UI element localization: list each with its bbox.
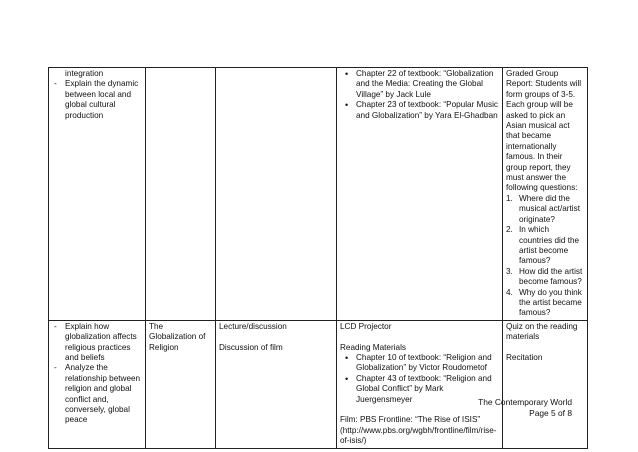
assessment-intro: Graded Group Report: Students will form groups of 3-5. Each group will be asked to pick an Asian musical act that became internationally famous. In their group report, they must answer the following questions: xyxy=(506,69,582,193)
syllabus-table xyxy=(48,67,588,449)
page-footer xyxy=(478,397,572,419)
reading-item: • Chapter 22 of textbook: “Globalization and the Media: Creating the Global Village” by Jack Lule xyxy=(340,69,499,100)
table-row xyxy=(49,68,588,321)
assessment-cell xyxy=(503,320,588,448)
activity-cell xyxy=(216,68,337,321)
table-row xyxy=(49,320,588,448)
reading-item: • Chapter 10 of textbook: “Religion and Globalization” by Victor Roudometof xyxy=(340,353,499,374)
activity-cell xyxy=(216,320,337,448)
course-title: The Contemporary World xyxy=(478,397,572,407)
reading-item: • Chapter 43 of textbook: “Religion and Global Conflict” by Mark Juergensmeyer xyxy=(340,374,499,405)
objective-item: - Analyze the relationship between religion and global conflict and, conversely, global peace xyxy=(52,363,142,425)
activity-item: Lecture/discussion xyxy=(219,321,287,331)
activity-item: Discussion of film xyxy=(219,342,283,352)
question-item: 3. How did the artist become famous? xyxy=(506,266,583,287)
page-number: Page 5 of 8 xyxy=(529,407,572,418)
materials-cell xyxy=(337,320,503,448)
objectives-cell xyxy=(49,68,146,321)
question-item: 2. In which countries did the artist become famous? xyxy=(506,225,580,266)
topic-cell: The Globalization of Religion xyxy=(146,320,216,448)
objective-item: - Explain the dynamic between local and global cultural production xyxy=(52,79,142,121)
recitation-text: Recitation xyxy=(506,352,543,362)
topic-cell xyxy=(146,68,216,321)
objectives-cell xyxy=(49,320,146,448)
film-text: Film: PBS Frontline: “The Rise of ISIS” (http://www.pbs.org/wgbh/frontline/film/rise-of-isis/) xyxy=(340,415,497,446)
materials-cell xyxy=(337,68,503,321)
question-item: 1. Where did the musical act/artist originate? xyxy=(506,193,580,224)
objective-item: - Explain how globalization affects religious practices and beliefs xyxy=(52,322,142,364)
objective-item: integration xyxy=(65,69,104,78)
question-item: 4. Why do you think the artist became famous? xyxy=(506,287,582,318)
equipment-text: LCD Projector xyxy=(340,321,392,331)
assessment-cell xyxy=(503,68,588,321)
quiz-text: Quiz on the reading materials xyxy=(506,321,578,342)
reading-heading: Reading Materials xyxy=(340,342,406,352)
reading-item: • Chapter 23 of textbook: “Popular Music and Globalization” by Yara El-Ghadban xyxy=(340,100,499,121)
